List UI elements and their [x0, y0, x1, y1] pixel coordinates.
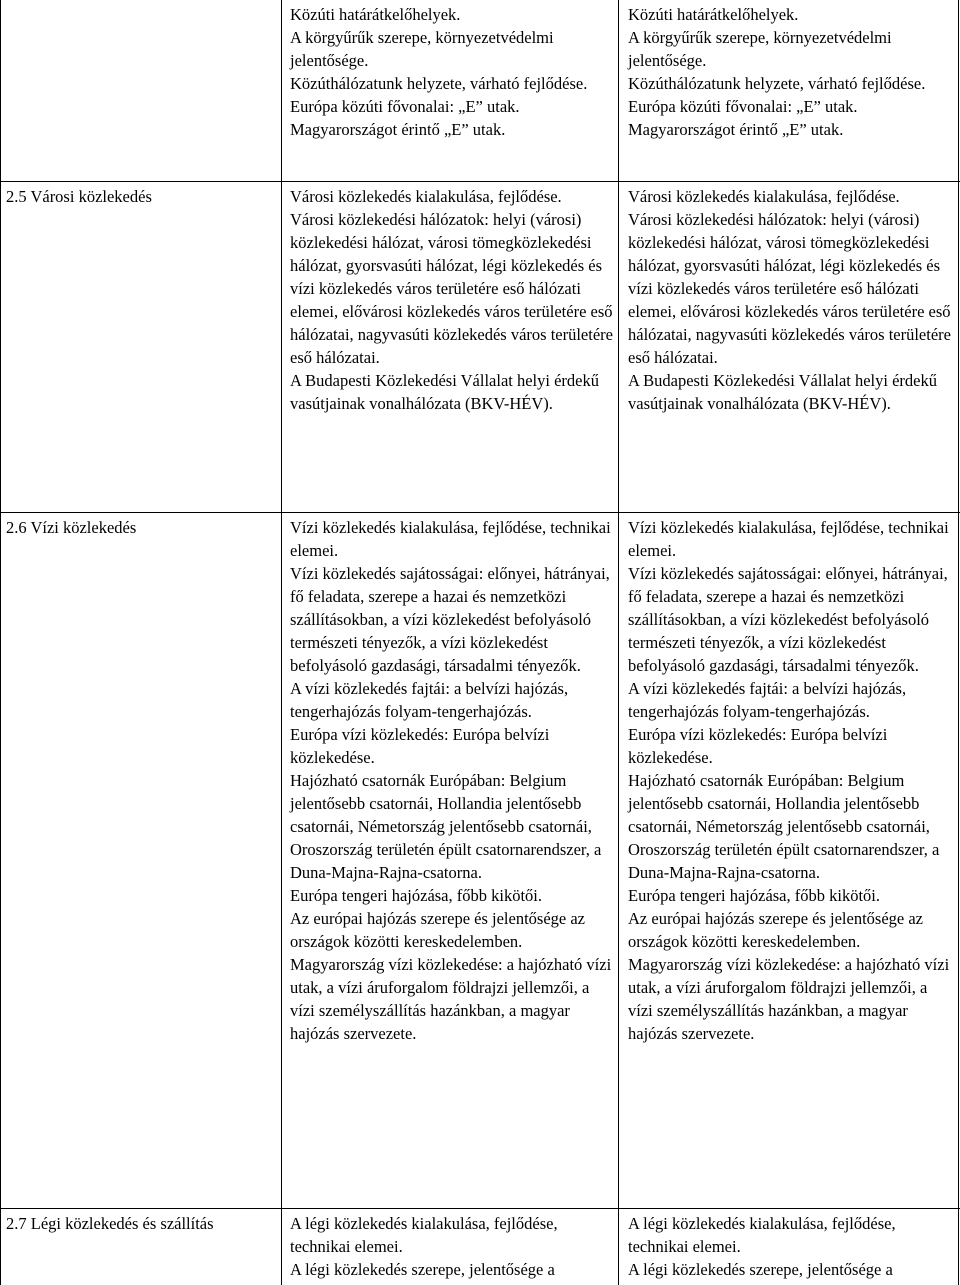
content-entry: A Budapesti Közlekedési Vállalat helyi érdekű vasútjainak vonalhálózata (BKV-HÉV). — [628, 371, 937, 413]
content-entry: Európa közúti fővonalai: „E” utak. — [628, 97, 858, 116]
content-entry: Európa vízi közlekedés: Európa belvízi közlekedése. — [290, 725, 550, 767]
section-cell — [6, 1212, 278, 1235]
column-divider — [281, 0, 282, 1285]
content-entry: Európa tengeri hajózása, főbb kikötői. — [290, 886, 543, 905]
content-entry: A vízi közlekedés fajtái: a belvízi hajózás, tengerhajózás folyam-tengerhajózás. — [290, 679, 569, 721]
content-entry: Közúti határátkelőhelyek. — [290, 5, 461, 24]
content-entry: A Budapesti Közlekedési Vállalat helyi érdekű vasútjainak vonalhálózata (BKV-HÉV). — [290, 371, 599, 413]
content-entry: A körgyűrűk szerepe, környezetvédelmi jelentősége. — [628, 28, 892, 70]
content-cell-copy — [628, 1212, 956, 1281]
content-entry: Közúthálózatunk helyzete, várható fejlődése. — [290, 74, 588, 93]
section-title: 2.7 Légi közlekedés és szállítás — [6, 1214, 214, 1233]
content-entry: Közúti határátkelőhelyek. — [628, 5, 799, 24]
content-entry: Magyarország vízi közlekedése: a hajózható vízi utak, a vízi áruforgalom földrajzi jellemzői, a vízi személyszállítás hazánkban, a magyar hajózás szervezete. — [628, 955, 950, 1043]
content-cell — [290, 3, 615, 141]
content-entry: Hajózható csatornák Európában: Belgium jelentősebb csatornái, Hollandia jelentősebb csatornái, Németország jelentősebb csatornái, Oroszország területén épült csatornarendszer, a Duna-Majna-Rajna-csatorna. — [628, 771, 940, 882]
content-entry: Az európai hajózás szerepe és jelentősége az országok közötti kereskedelemben. — [628, 909, 924, 951]
content-entry: Magyarországot érintő „E” utak. — [290, 120, 506, 139]
content-entry: Közúthálózatunk helyzete, várható fejlődése. — [628, 74, 926, 93]
content-entry: Európa közúti fővonalai: „E” utak. — [290, 97, 520, 116]
content-entry: Európa vízi közlekedés: Európa belvízi közlekedése. — [628, 725, 888, 767]
row-divider — [0, 1208, 960, 1209]
content-cell — [290, 185, 615, 415]
content-entry: Városi közlekedési hálózatok: helyi (városi) közlekedési hálózat, városi tömegközlekedési hálózat, gyorsvasúti hálózat, légi közlekedés és vízi közlekedés város területére eső hálózati elemei, elővárosi közlekedés város területére eső hálózatai, nagyvasúti közlekedés város területére eső hálózatai. — [628, 210, 951, 367]
content-entry: Vízi közlekedés sajátosságai: előnyei, hátrányai, fő feladata, szerepe a hazai és nemzetközi szállításokban, a vízi közlekedést befolyásoló természeti tényezők, a vízi közlekedést befolyásoló gazdasági, társadalmi tényezők. — [628, 564, 948, 675]
content-entry: A vízi közlekedés fajtái: a belvízi hajózás, tengerhajózás folyam-tengerhajózás. — [628, 679, 907, 721]
section-cell — [6, 185, 276, 208]
row-divider — [0, 512, 960, 513]
row-divider — [0, 181, 960, 182]
content-entry: Vízi közlekedés sajátosságai: előnyei, hátrányai, fő feladata, szerepe a hazai és nemzetközi szállításokban, a vízi közlekedést befolyásoló természeti tényezők, a vízi közlekedést befolyásoló gazdasági, társadalmi tényezők. — [290, 564, 610, 675]
content-entry: Városi közlekedési hálózatok: helyi (városi) közlekedési hálózat, városi tömegközlekedési hálózat, gyorsvasúti hálózat, légi közlekedés és vízi közlekedés város területére eső hálózati elemei, elővárosi közlekedés város területére eső hálózatai, nagyvasúti közlekedés város területére eső hálózatai. — [290, 210, 613, 367]
content-cell-copy — [628, 516, 956, 1045]
content-cell — [290, 1212, 615, 1281]
content-entry: Vízi közlekedés kialakulása, fejlődése, technikai elemei. — [628, 518, 949, 560]
content-cell-copy — [628, 185, 956, 415]
content-entry: A légi közlekedés szerepe, jelentősége a — [290, 1260, 555, 1279]
content-entry: Városi közlekedés kialakulása, fejlődése. — [628, 187, 900, 206]
table-border-right — [958, 0, 959, 1285]
content-entry: A légi közlekedés kialakulása, fejlődése, technikai elemei. — [290, 1214, 558, 1256]
content-entry: Vízi közlekedés kialakulása, fejlődése, technikai elemei. — [290, 518, 611, 560]
content-entry: A körgyűrűk szerepe, környezetvédelmi jelentősége. — [290, 28, 554, 70]
content-entry: A légi közlekedés szerepe, jelentősége a — [628, 1260, 893, 1279]
content-entry: Magyarország vízi közlekedése: a hajózható vízi utak, a vízi áruforgalom földrajzi jellemzői, a vízi személyszállítás hazánkban, a magyar hajózás szervezete. — [290, 955, 612, 1043]
content-cell-copy — [628, 3, 956, 141]
content-entry: Magyarországot érintő „E” utak. — [628, 120, 844, 139]
content-cell — [290, 516, 615, 1045]
column-divider — [618, 0, 619, 1285]
table-border-left — [0, 0, 1, 1285]
content-entry: Hajózható csatornák Európában: Belgium jelentősebb csatornái, Hollandia jelentősebb csatornái, Németország jelentősebb csatornái, Oroszország területén épült csatornarendszer, a Duna-Majna-Rajna-csatorna. — [290, 771, 602, 882]
section-cell — [6, 516, 276, 539]
content-entry: Városi közlekedés kialakulása, fejlődése. — [290, 187, 562, 206]
content-entry: A légi közlekedés kialakulása, fejlődése, technikai elemei. — [628, 1214, 896, 1256]
section-title: 2.5 Városi közlekedés — [6, 187, 152, 206]
content-entry: Az európai hajózás szerepe és jelentősége az országok közötti kereskedelemben. — [290, 909, 586, 951]
content-entry: Európa tengeri hajózása, főbb kikötői. — [628, 886, 881, 905]
section-title: 2.6 Vízi közlekedés — [6, 518, 137, 537]
